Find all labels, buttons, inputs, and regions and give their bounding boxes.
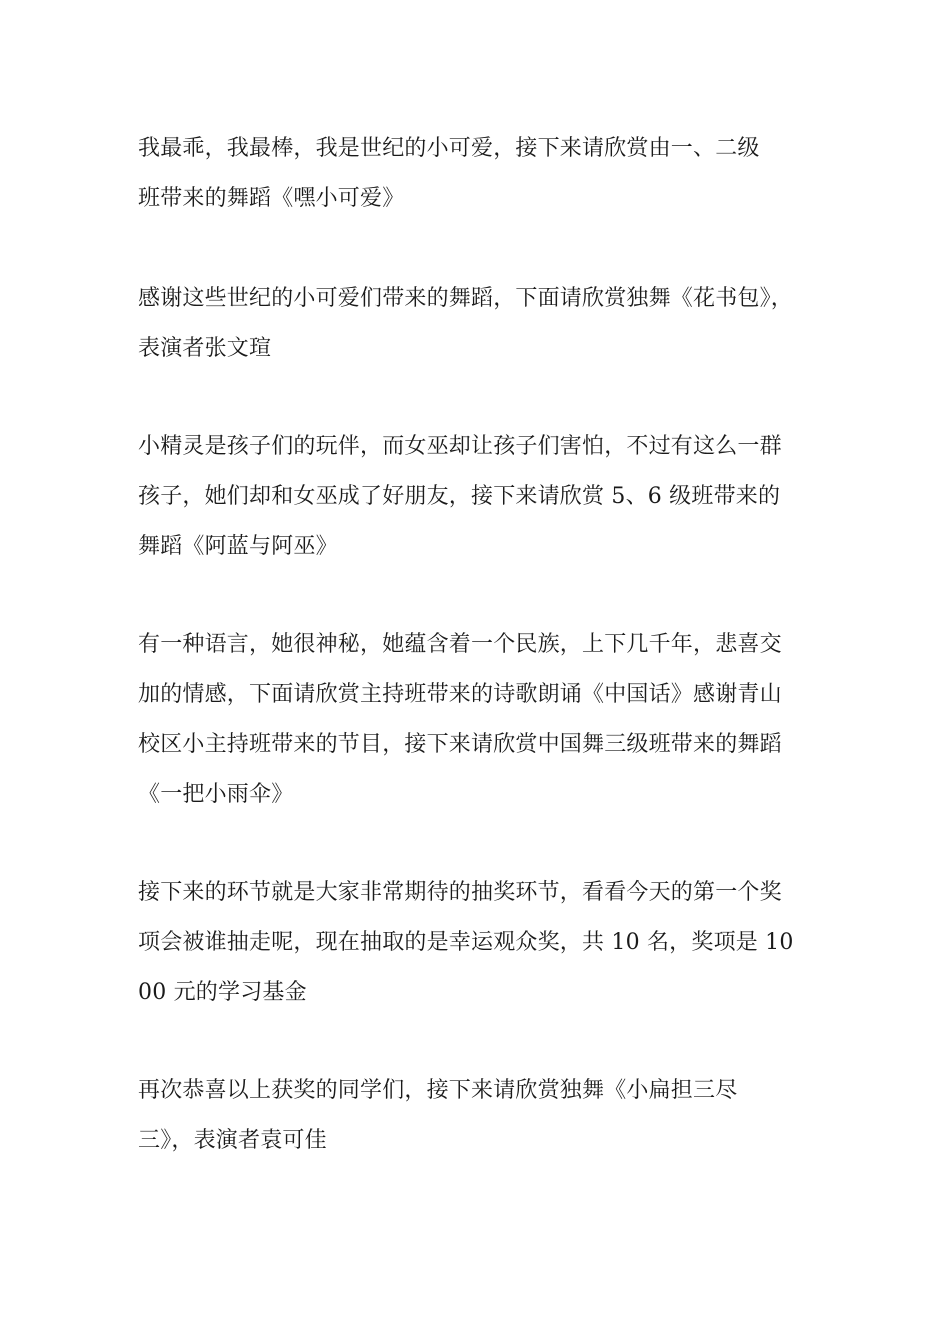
text-line: 三》，表演者袁可佳 xyxy=(138,1128,327,1153)
paragraph-poem-and-umbrella-dance xyxy=(138,632,828,832)
text-line: 小精灵是孩子们的玩伴，而女巫却让孩子们害怕，不过有这么一群 xyxy=(138,434,782,459)
text-line: 校区小主持班带来的节目，接下来请欣赏中国舞三级班带来的舞蹈 xyxy=(138,732,782,757)
text-line: 感谢这些世纪的小可爱们带来的舞蹈，下面请欣赏独舞《花书包》， xyxy=(138,286,794,311)
text-line: 舞蹈《阿蓝与阿巫》 xyxy=(138,534,338,559)
text-line: 有一种语言，她很神秘，她蕴含着一个民族，上下几千年，悲喜交 xyxy=(138,632,782,657)
text-line: 班带来的舞蹈《嘿小可爱》 xyxy=(138,186,405,211)
text-line: 00 元的学习基金 xyxy=(138,980,307,1005)
paragraph-solo-little-shoulder-pole xyxy=(138,1078,828,1178)
paragraph-dance-alan-and-witch xyxy=(138,434,828,584)
text-line: 表演者张文瑄 xyxy=(138,336,272,361)
text-line: 项会被谁抽走呢，现在抽取的是幸运观众奖，共 10 名，奖项是 10 xyxy=(138,930,794,955)
text-line: 接下来的环节就是大家非常期待的抽奖环节，看看今天的第一个奖 xyxy=(138,880,782,905)
paragraph-solo-flower-schoolbag xyxy=(138,286,828,386)
paragraph-dance-hey-cutie xyxy=(138,136,828,236)
text-line: 再次恭喜以上获奖的同学们，接下来请欣赏独舞《小扁担三尽 xyxy=(138,1078,738,1103)
text-line: 我最乖，我最棒，我是世纪的小可爱，接下来请欣赏由一、二级 xyxy=(138,136,760,161)
text-line: 《一把小雨伞》 xyxy=(138,782,294,807)
paragraph-lucky-draw xyxy=(138,880,828,1030)
text-line: 孩子，她们却和女巫成了好朋友，接下来请欣赏 5、6 级班带来的 xyxy=(138,484,781,509)
text-line: 加的情感，下面请欣赏主持班带来的诗歌朗诵《中国话》感谢青山 xyxy=(138,682,782,707)
